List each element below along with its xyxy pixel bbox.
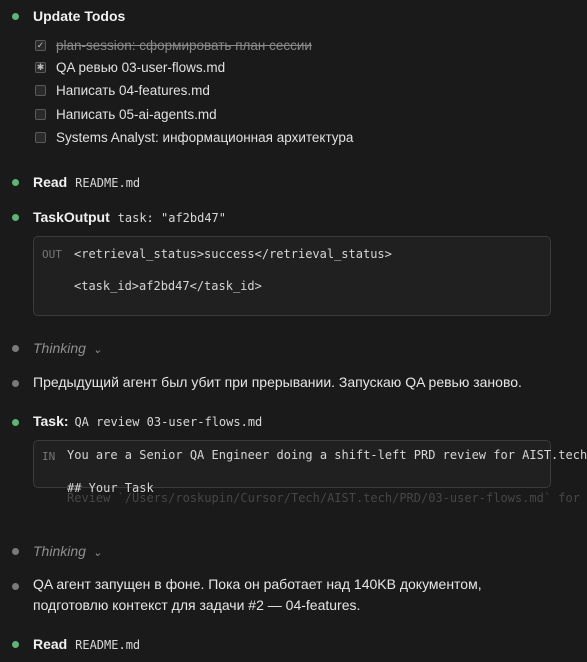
- status-dot: [12, 345, 19, 352]
- output-line: <task_id>af2bd47</task_id>: [74, 279, 262, 293]
- task-tool-call[interactable]: [33, 413, 262, 429]
- chevron-down-icon: ⌄: [92, 547, 103, 559]
- tool-name: Task:: [33, 413, 69, 429]
- status-dot: [12, 179, 19, 186]
- input-line: Review `/Users/roskupin/Cursor/Tech/AIST.tech/PRD/03-user-flows.md` for: [67, 491, 580, 505]
- in-progress-icon: ✱: [36, 62, 45, 72]
- output-tag: OUT: [42, 248, 62, 261]
- tool-arg: task: "af2bd47": [117, 211, 227, 225]
- status-dot: [12, 214, 19, 221]
- thinking-label: Thinking: [33, 543, 86, 559]
- assistant-message: QA агент запущен в фоне. Пока он работает над 140KB документом, подготовлю контекст для задачи #2 — 04-features.: [33, 576, 482, 613]
- assistant-message: Предыдущий агент был убит при прерывании. Запускаю QA ревью заново.: [33, 374, 522, 390]
- check-icon: ✓: [36, 40, 45, 50]
- status-dot: [12, 583, 19, 590]
- status-dot: [12, 419, 19, 426]
- input-line: You are a Senior QA Engineer doing a shift-left PRD review for AIST.tech: [67, 448, 587, 462]
- taskoutput-tool-call[interactable]: [33, 209, 226, 225]
- todo-item: [35, 83, 210, 98]
- checkbox-icon: [35, 132, 46, 143]
- chevron-down-icon: ⌄: [92, 344, 103, 356]
- todo-item: [35, 130, 353, 145]
- tool-arg: README.md: [75, 638, 141, 652]
- read-tool-call[interactable]: [33, 174, 140, 190]
- thinking-toggle[interactable]: [33, 340, 102, 356]
- thinking-toggle[interactable]: [33, 543, 102, 559]
- todo-item: [35, 107, 217, 122]
- todo-item: [35, 60, 225, 75]
- output-block: [33, 236, 551, 316]
- todo-item: [35, 38, 312, 53]
- checkbox-icon: [35, 85, 46, 96]
- read-tool-call[interactable]: [33, 636, 140, 652]
- update-todos-title: Update Todos: [33, 8, 126, 24]
- status-dot: [12, 548, 19, 555]
- todo-label: QA ревью 03-user-flows.md: [56, 60, 226, 75]
- output-line: <retrieval_status>success</retrieval_status>: [74, 247, 392, 261]
- input-block: [33, 440, 587, 505]
- tool-name: Read: [33, 174, 68, 190]
- input-tag: IN: [42, 450, 56, 463]
- status-dot: [12, 380, 19, 387]
- tool-arg: QA review 03-user-flows.md: [74, 415, 263, 429]
- input-line: ## Your Task: [67, 481, 154, 495]
- tool-arg: README.md: [75, 176, 141, 190]
- todo-label: plan-session: сформировать план сессии: [56, 38, 312, 53]
- todo-label: Написать 04-features.md: [56, 83, 210, 98]
- todo-label: Написать 05-ai-agents.md: [56, 107, 217, 122]
- tool-name: TaskOutput: [33, 209, 110, 225]
- status-dot: [12, 13, 19, 20]
- tool-name: Read: [33, 636, 68, 652]
- status-dot: [12, 641, 19, 648]
- todo-label: Systems Analyst: информационная архитектура: [56, 130, 354, 145]
- checkbox-icon: [35, 109, 46, 120]
- thinking-label: Thinking: [33, 340, 86, 356]
